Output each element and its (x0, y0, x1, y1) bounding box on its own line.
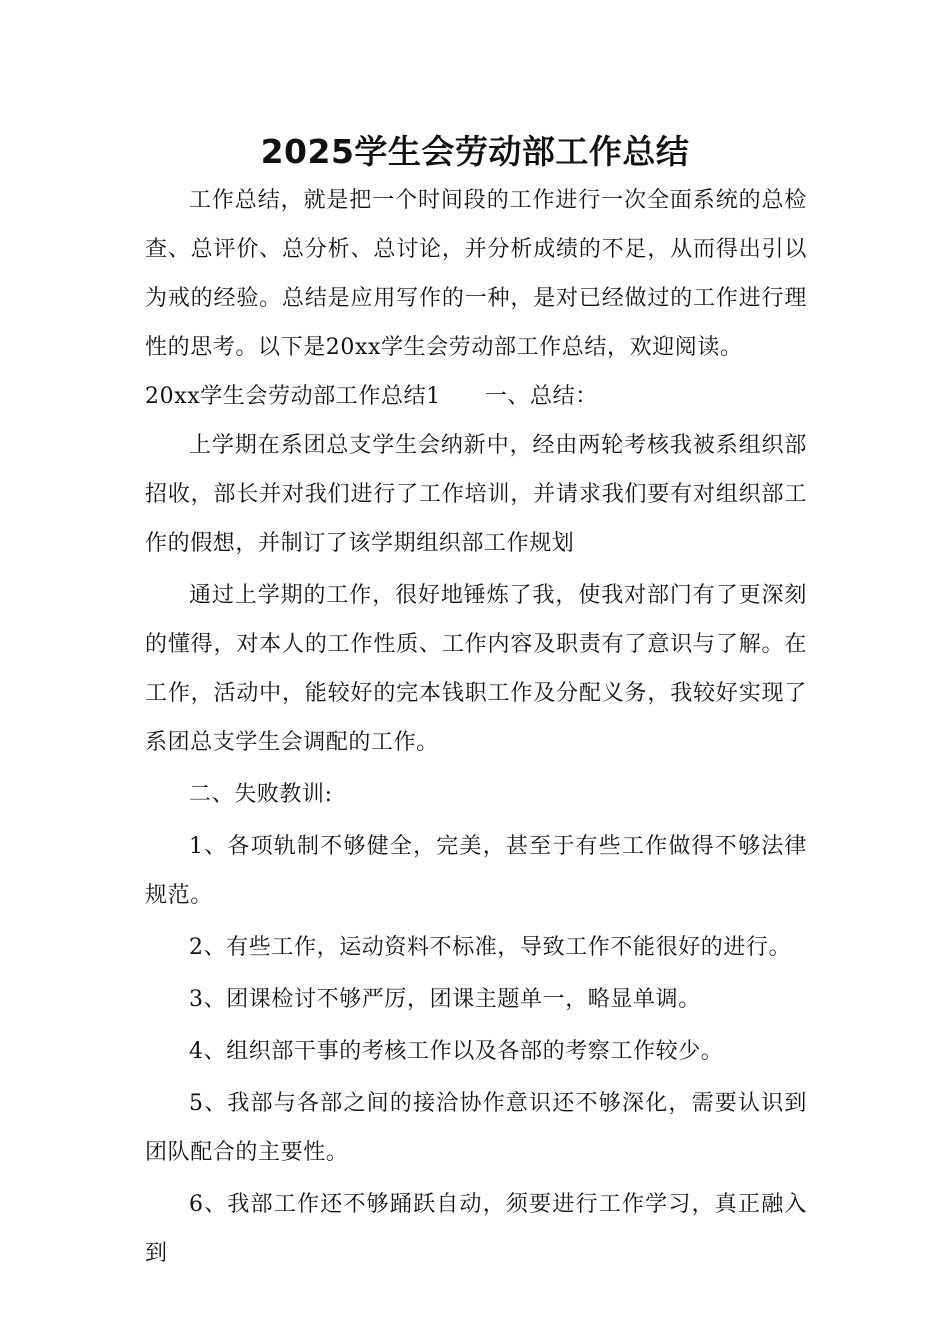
lessons-heading: 二、失败教训: (189, 782, 333, 807)
lesson-item-6: 6、我部工作还不够踊跃自动，须要进行工作学习，真正融入到 (145, 1192, 807, 1266)
section-subheading: 一、总结： (484, 384, 598, 409)
lesson-item-5: 5、我部与各部之间的接洽协作意识还不够深化，需要认识到团队配合的主要性。 (145, 1091, 807, 1165)
lesson-item-4: 4、组织部干事的考核工作以及各部的考察工作较少。 (189, 1039, 724, 1064)
section-heading: 20xx学生会劳动部工作总结1 (145, 384, 441, 409)
body-paragraph: 通过上学期的工作，很好地锤炼了我，使我对部门有了更深刻的懂得，对本人的工作性质、工作内容及职责有了意识与了解。在工作，活动中，能较好的完本钱职工作及分配义务，我较好实现了系团总支学生会调配的工作。 (145, 583, 807, 755)
lesson-item-3: 3、团课检讨不够严厉，团课主题单一，略显单调。 (189, 987, 701, 1012)
body-paragraph: 上学期在系团总支学生会纳新中，经由两轮考核我被系组织部招收，部长并对我们进行了工作培训，并请求我们要有对组织部工作的假想，并制订了该学期组织部工作规划 (145, 433, 807, 556)
intro-paragraph: 工作总结，就是把一个时间段的工作进行一次全面系统的总检查、总评价、总分析、总讨论，并分析成绩的不足，从而得出引以为戒的经验。总结是应用写作的一种，是对已经做过的工作进行理性的思考。以下是20xx学生会劳动部工作总结，欢迎阅读。 (145, 188, 807, 360)
section-heading-line (145, 372, 807, 421)
document-body (145, 176, 807, 1278)
document-title: 2025学生会劳动部工作总结 (260, 132, 690, 171)
lesson-item-2: 2、有些工作，运动资料不标准，导致工作不能很好的进行。 (189, 935, 792, 960)
lesson-item-1: 1、各项轨制不够健全，完美，甚至于有些工作做得不够法律规范。 (145, 834, 807, 908)
